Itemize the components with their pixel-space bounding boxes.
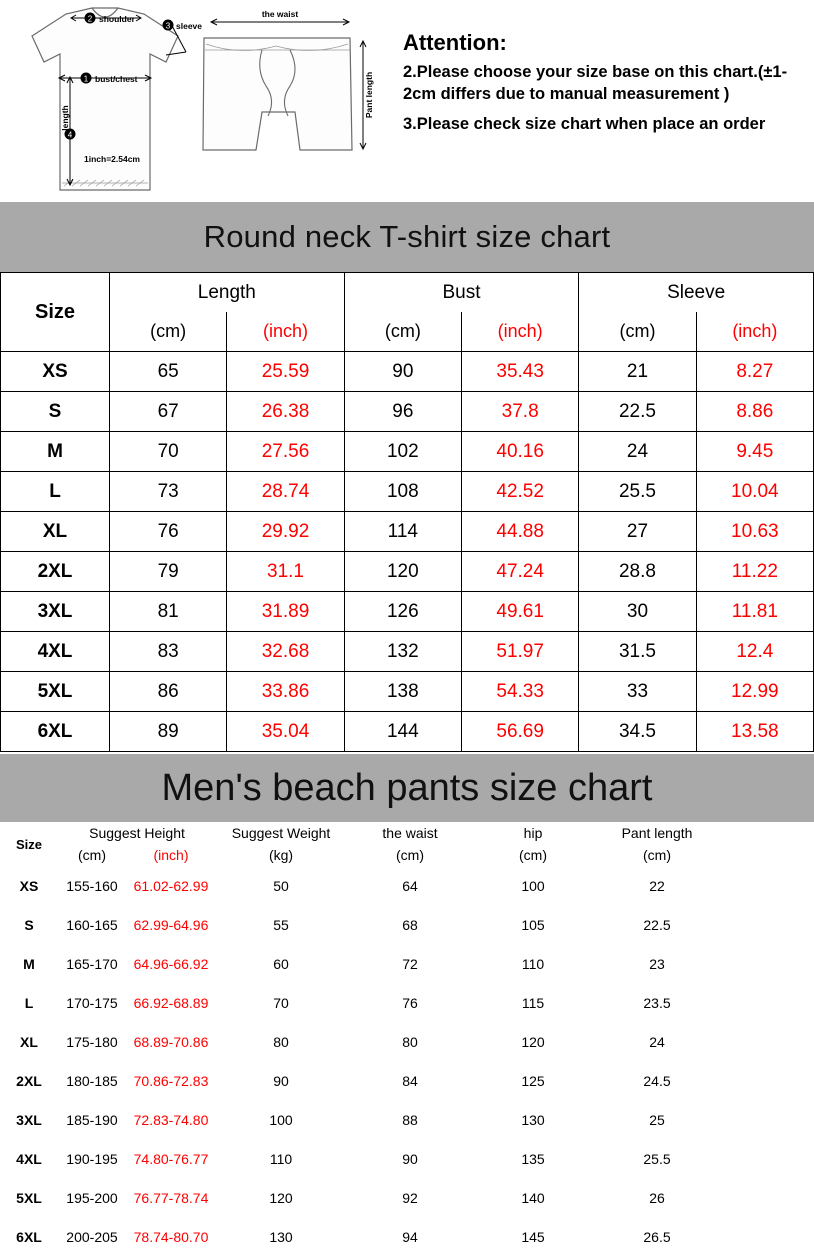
shirt-cell-bust-inch: 42.52 [461, 472, 578, 512]
table-row [1, 672, 814, 712]
pants-cell-height-cm: 165-170 [58, 944, 126, 983]
shirt-cell-sleeve-cm: 31.5 [579, 632, 696, 672]
pants-cell-waist: 88 [346, 1100, 474, 1139]
shirt-size-table [0, 272, 814, 752]
shirt-cell-length-inch: 33.86 [227, 672, 344, 712]
shirt-cell-bust-inch: 40.16 [461, 432, 578, 472]
shirt-row-size: M [1, 432, 110, 472]
pants-cell-waist: 94 [346, 1217, 474, 1256]
pants-table-group-header-row [0, 822, 814, 844]
pants-cell-waist: 92 [346, 1178, 474, 1217]
pants-group-hip: hip [474, 822, 592, 844]
shirt-cell-length-cm: 67 [110, 392, 227, 432]
pants-row-size: XS [0, 866, 58, 905]
pants-cell-spacer [722, 944, 814, 983]
shirt-cell-sleeve-cm: 28.8 [579, 552, 696, 592]
pants-cell-height-cm: 195-200 [58, 1178, 126, 1217]
shirt-row-size: XS [1, 352, 110, 392]
shirt-cell-length-inch: 31.89 [227, 592, 344, 632]
pants-cell-height-cm: 170-175 [58, 983, 126, 1022]
pants-cell-spacer [722, 1139, 814, 1178]
shirt-table-group-header-row [1, 273, 814, 313]
table-row [1, 432, 814, 472]
pants-cell-waist: 90 [346, 1139, 474, 1178]
pants-group-waist: the waist [346, 822, 474, 844]
pants-spacer-unit [722, 844, 814, 866]
table-row [1, 592, 814, 632]
pants-cell-height-inch: 61.02-62.99 [126, 866, 216, 905]
pants-cell-height-inch: 76.77-78.74 [126, 1178, 216, 1217]
shirt-cell-length-cm: 89 [110, 712, 227, 752]
pants-cell-pant-length: 22 [592, 866, 722, 905]
shirt-cell-bust-inch: 56.69 [461, 712, 578, 752]
shirt-row-size: S [1, 392, 110, 432]
garment-measurement-diagram [0, 0, 400, 202]
shirt-cell-length-cm: 79 [110, 552, 227, 592]
pants-cell-height-inch: 70.86-72.83 [126, 1061, 216, 1100]
pants-cell-hip: 120 [474, 1022, 592, 1061]
table-row [0, 1217, 814, 1256]
pants-cell-weight: 120 [216, 1178, 346, 1217]
shirt-group-sleeve: Sleeve [579, 273, 814, 313]
shirt-cell-sleeve-inch: 12.99 [696, 672, 813, 712]
table-row [1, 512, 814, 552]
shirt-row-size: 2XL [1, 552, 110, 592]
pants-chart-title-bar [0, 754, 814, 822]
pants-row-size: 6XL [0, 1217, 58, 1256]
pants-size-table [0, 822, 814, 1256]
pants-cell-height-inch: 74.80-76.77 [126, 1139, 216, 1178]
shirt-cell-length-inch: 28.74 [227, 472, 344, 512]
pants-unit-pant-length-cm: (cm) [592, 844, 722, 866]
shirt-cell-length-cm: 86 [110, 672, 227, 712]
table-row [0, 944, 814, 983]
shirt-cell-sleeve-inch: 12.4 [696, 632, 813, 672]
pants-cell-weight: 60 [216, 944, 346, 983]
diagram-label-waist: the waist [261, 9, 299, 19]
attention-title: Attention: [403, 30, 507, 55]
pants-group-suggest-weight: Suggest Weight [216, 822, 346, 844]
pants-cell-hip: 145 [474, 1217, 592, 1256]
shirt-chart-title: Round neck T-shirt size chart [203, 219, 611, 254]
shirt-chart-title-bar [0, 202, 814, 272]
pants-row-size: 3XL [0, 1100, 58, 1139]
pants-cell-waist: 76 [346, 983, 474, 1022]
pants-cell-height-cm: 180-185 [58, 1061, 126, 1100]
shirt-cell-length-cm: 70 [110, 432, 227, 472]
pants-cell-height-inch: 62.99-64.96 [126, 905, 216, 944]
pants-table-unit-row [0, 844, 814, 866]
shirt-cell-sleeve-cm: 22.5 [579, 392, 696, 432]
shirt-unit-sleeve-inch: (inch) [696, 312, 813, 352]
shirt-cell-bust-cm: 132 [344, 632, 461, 672]
shirt-row-size: 3XL [1, 592, 110, 632]
pants-cell-waist: 68 [346, 905, 474, 944]
pants-unit-waist-cm: (cm) [346, 844, 474, 866]
pants-cell-spacer [722, 1178, 814, 1217]
shirt-unit-bust-cm: (cm) [344, 312, 461, 352]
pants-cell-weight: 50 [216, 866, 346, 905]
pants-unit-height-cm: (cm) [58, 844, 126, 866]
pants-cell-weight: 55 [216, 905, 346, 944]
pants-cell-waist: 84 [346, 1061, 474, 1100]
shirt-cell-bust-inch: 35.43 [461, 352, 578, 392]
shirt-cell-sleeve-inch: 11.22 [696, 552, 813, 592]
pants-cell-pant-length: 22.5 [592, 905, 722, 944]
table-row [0, 1139, 814, 1178]
diagram-label-shoulder: shoulder [99, 14, 135, 24]
pants-cell-pant-length: 24 [592, 1022, 722, 1061]
top-illustration-area [0, 0, 814, 202]
shirt-cell-bust-inch: 49.61 [461, 592, 578, 632]
pants-cell-hip: 130 [474, 1100, 592, 1139]
table-row [1, 392, 814, 432]
shirt-cell-length-cm: 81 [110, 592, 227, 632]
pants-group-pant-length: Pant length [592, 822, 722, 844]
pants-cell-weight: 70 [216, 983, 346, 1022]
shirt-row-size: XL [1, 512, 110, 552]
table-row [0, 905, 814, 944]
shirt-cell-bust-cm: 102 [344, 432, 461, 472]
pants-row-size: M [0, 944, 58, 983]
svg-text:4: 4 [67, 130, 73, 140]
shirt-cell-length-cm: 76 [110, 512, 227, 552]
shirt-cell-sleeve-cm: 30 [579, 592, 696, 632]
pants-cell-spacer [722, 905, 814, 944]
pants-cell-weight: 80 [216, 1022, 346, 1061]
pants-cell-hip: 115 [474, 983, 592, 1022]
svg-text:3: 3 [165, 21, 171, 31]
table-row [1, 632, 814, 672]
pants-chart-title: Men's beach pants size chart [161, 767, 653, 809]
pants-cell-hip: 125 [474, 1061, 592, 1100]
pants-cell-height-cm: 155-160 [58, 866, 126, 905]
pants-cell-height-inch: 64.96-66.92 [126, 944, 216, 983]
pants-cell-pant-length: 26 [592, 1178, 722, 1217]
pants-cell-weight: 110 [216, 1139, 346, 1178]
table-row [1, 552, 814, 592]
pants-cell-height-cm: 200-205 [58, 1217, 126, 1256]
pants-cell-waist: 72 [346, 944, 474, 983]
attention-line-2: 3.Please check size chart when place an order [403, 114, 766, 133]
shirt-cell-sleeve-inch: 9.45 [696, 432, 813, 472]
shirt-table-unit-row [1, 312, 814, 352]
table-row [0, 1022, 814, 1061]
shirt-cell-sleeve-cm: 24 [579, 432, 696, 472]
pants-cell-height-cm: 190-195 [58, 1139, 126, 1178]
pants-cell-pant-length: 25 [592, 1100, 722, 1139]
shirt-cell-bust-inch: 37.8 [461, 392, 578, 432]
table-row [0, 1178, 814, 1217]
shirt-unit-bust-inch: (inch) [461, 312, 578, 352]
attention-line-1: 2.Please choose your size base on this chart.(±1-2cm differs due to manual measurement ) [403, 63, 788, 103]
attention-block [400, 30, 806, 143]
shirt-cell-bust-cm: 144 [344, 712, 461, 752]
pants-cell-pant-length: 24.5 [592, 1061, 722, 1100]
shirt-cell-length-inch: 27.56 [227, 432, 344, 472]
pants-unit-height-inch: (inch) [126, 844, 216, 866]
pants-cell-spacer [722, 1061, 814, 1100]
shirt-cell-sleeve-inch: 8.27 [696, 352, 813, 392]
diagram-label-sleeve: sleeve [176, 21, 202, 31]
diagram-label-pant-length: Pant length [364, 71, 374, 119]
table-row [0, 866, 814, 905]
shirt-cell-bust-inch: 51.97 [461, 632, 578, 672]
shirt-size-header: Size [1, 273, 110, 352]
shirt-cell-length-inch: 31.1 [227, 552, 344, 592]
shirt-cell-length-inch: 35.04 [227, 712, 344, 752]
shirt-cell-bust-cm: 108 [344, 472, 461, 512]
shirt-unit-length-inch: (inch) [227, 312, 344, 352]
shirt-cell-length-cm: 73 [110, 472, 227, 512]
shirt-cell-bust-inch: 47.24 [461, 552, 578, 592]
shirt-cell-sleeve-inch: 10.04 [696, 472, 813, 512]
pants-cell-pant-length: 23.5 [592, 983, 722, 1022]
pants-cell-hip: 110 [474, 944, 592, 983]
shirt-cell-sleeve-cm: 27 [579, 512, 696, 552]
pants-row-size: S [0, 905, 58, 944]
shirt-cell-bust-cm: 138 [344, 672, 461, 712]
pants-cell-height-inch: 68.89-70.86 [126, 1022, 216, 1061]
pants-cell-weight: 130 [216, 1217, 346, 1256]
pants-cell-spacer [722, 983, 814, 1022]
shirt-row-size: L [1, 472, 110, 512]
shirt-cell-bust-inch: 54.33 [461, 672, 578, 712]
pants-cell-hip: 105 [474, 905, 592, 944]
svg-text:1: 1 [83, 74, 89, 84]
table-row [0, 983, 814, 1022]
pants-cell-spacer [722, 1022, 814, 1061]
shirt-unit-length-cm: (cm) [110, 312, 227, 352]
pants-unit-weight-kg: (kg) [216, 844, 346, 866]
shirt-cell-length-inch: 29.92 [227, 512, 344, 552]
pants-cell-spacer [722, 866, 814, 905]
pants-row-size: XL [0, 1022, 58, 1061]
diagram-label-bust: bust/chest [95, 74, 138, 84]
shirt-unit-sleeve-cm: (cm) [579, 312, 696, 352]
pants-cell-height-inch: 78.74-80.70 [126, 1217, 216, 1256]
shirt-cell-bust-inch: 44.88 [461, 512, 578, 552]
shirt-cell-length-inch: 25.59 [227, 352, 344, 392]
pants-row-size: L [0, 983, 58, 1022]
shirt-cell-bust-cm: 96 [344, 392, 461, 432]
diagram-label-inch-note: 1inch=2.54cm [84, 154, 140, 164]
shirt-cell-sleeve-inch: 8.86 [696, 392, 813, 432]
pants-size-header: Size [0, 822, 58, 866]
pants-row-size: 5XL [0, 1178, 58, 1217]
shirt-row-size: 4XL [1, 632, 110, 672]
shirt-cell-bust-cm: 120 [344, 552, 461, 592]
shirt-cell-bust-cm: 126 [344, 592, 461, 632]
pants-cell-height-inch: 66.92-68.89 [126, 983, 216, 1022]
shirt-cell-length-inch: 26.38 [227, 392, 344, 432]
shirt-cell-length-inch: 32.68 [227, 632, 344, 672]
table-row [1, 352, 814, 392]
pants-unit-hip-cm: (cm) [474, 844, 592, 866]
pants-cell-height-cm: 185-190 [58, 1100, 126, 1139]
table-row [0, 1100, 814, 1139]
shirt-group-length: Length [110, 273, 345, 313]
pants-cell-hip: 140 [474, 1178, 592, 1217]
shirt-cell-sleeve-inch: 11.81 [696, 592, 813, 632]
shirt-row-size: 6XL [1, 712, 110, 752]
pants-cell-waist: 64 [346, 866, 474, 905]
pants-cell-height-cm: 160-165 [58, 905, 126, 944]
pants-row-size: 4XL [0, 1139, 58, 1178]
shirt-cell-sleeve-inch: 10.63 [696, 512, 813, 552]
shirt-cell-length-cm: 83 [110, 632, 227, 672]
pants-cell-height-cm: 175-180 [58, 1022, 126, 1061]
table-row [1, 712, 814, 752]
pants-cell-pant-length: 26.5 [592, 1217, 722, 1256]
shirt-row-size: 5XL [1, 672, 110, 712]
shirt-cell-length-cm: 65 [110, 352, 227, 392]
pants-spacer-header [722, 822, 814, 844]
shirt-cell-sleeve-cm: 21 [579, 352, 696, 392]
pants-cell-weight: 100 [216, 1100, 346, 1139]
pants-cell-spacer [722, 1100, 814, 1139]
shirt-cell-bust-cm: 114 [344, 512, 461, 552]
pants-row-size: 2XL [0, 1061, 58, 1100]
pants-cell-hip: 100 [474, 866, 592, 905]
pants-cell-pant-length: 25.5 [592, 1139, 722, 1178]
svg-text:2: 2 [87, 14, 93, 24]
pants-group-suggest-height: Suggest Height [58, 822, 216, 844]
diagram-label-length: length [60, 105, 70, 131]
pants-cell-spacer [722, 1217, 814, 1256]
shirt-cell-bust-cm: 90 [344, 352, 461, 392]
pants-cell-waist: 80 [346, 1022, 474, 1061]
pants-cell-height-inch: 72.83-74.80 [126, 1100, 216, 1139]
pants-cell-weight: 90 [216, 1061, 346, 1100]
shirt-cell-sleeve-cm: 33 [579, 672, 696, 712]
pants-cell-pant-length: 23 [592, 944, 722, 983]
shirt-cell-sleeve-cm: 34.5 [579, 712, 696, 752]
shirt-cell-sleeve-inch: 13.58 [696, 712, 813, 752]
table-row [0, 1061, 814, 1100]
shirt-cell-sleeve-cm: 25.5 [579, 472, 696, 512]
pants-cell-hip: 135 [474, 1139, 592, 1178]
table-row [1, 472, 814, 512]
shirt-group-bust: Bust [344, 273, 579, 313]
